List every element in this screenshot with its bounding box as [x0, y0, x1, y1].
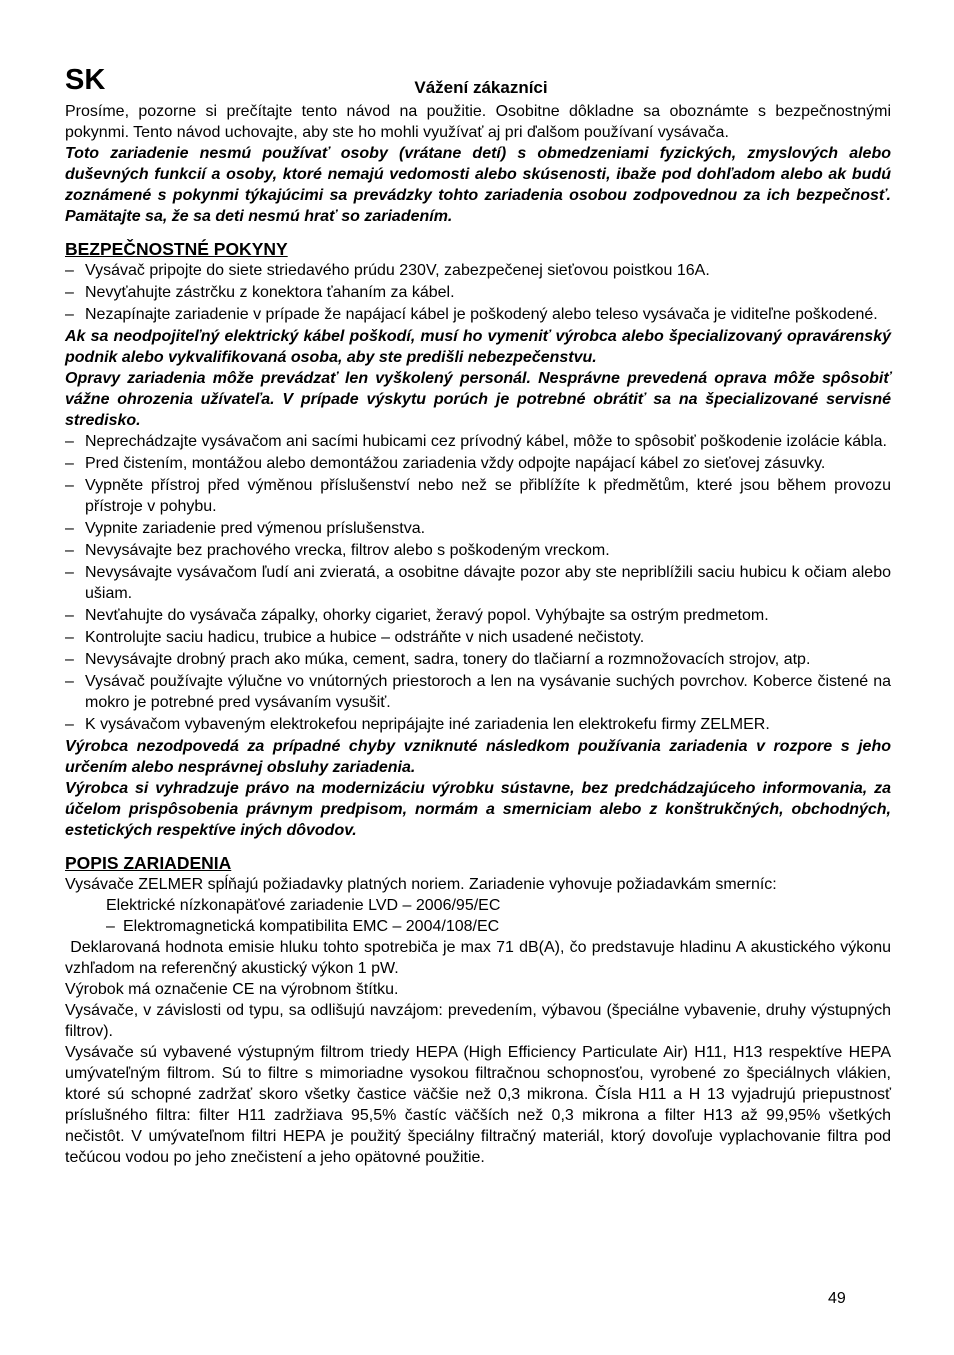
list-item: – Nevťahujte do vysávača zápalky, ohorky cigariet, žeravý popol. Vyhýbajte sa ostrým predmetom. [65, 605, 891, 626]
list-item: – Vysávač pripojte do siete striedavého prúdu 230V, zabezpečenej sieťovou poistkou 16A. [65, 260, 891, 281]
manufacturer-rights: Výrobca si vyhradzuje právo na modernizáciu výrobku sústavne, bez predchádzajúceho informovania, za účelom prispôsobenia právnym predpisom, normám a smerniciam alebo z konštrukčných, obchodných, estetických respektíve iných dôvodov. [65, 780, 891, 839]
safety-list-2 [65, 431, 891, 735]
manufacturer-liability: Výrobca nezodpovedá za prípadné chyby vzniknuté následkom používania zariadenia v rozpore s jeho určením alebo nesprávnej obsluhy zariadenia. [65, 738, 891, 776]
page-number: 49 [828, 1290, 846, 1307]
safety-heading: BEZPEČNOSTNÉ POKYNY [65, 239, 288, 259]
safety-list-1 [65, 260, 891, 325]
list-item: – Nevysávajte bez prachového vrecka, filtrov alebo s poškodeným vreckom. [65, 540, 891, 561]
list-item: – K vysávačom vybaveným elektrokefou nepripájajte iné zariadenia len elektrokefu firmy ZELMER. [65, 714, 891, 735]
directive-item: – Elektromagnetická kompatibilita EMC – 2004/108/EC [106, 918, 500, 935]
list-item: – Nezapínajte zariadenie v prípade že napájací kábel je poškodený alebo teleso vysávača je viditeľne poškodené. [65, 304, 891, 325]
list-item: – Neprechádzajte vysávačom ani sacími hubicami cez prívodný kábel, môže to spôsobiť poškodenie izolácie kábla. [65, 431, 891, 452]
list-item: – Nevysávajte vysávačom ľudí ani zvieratá, a osobitne dávajte pozor aby ste nepriblížili saciu hubicu k očiam alebo ušiam. [65, 562, 891, 604]
list-item: – Vysávač používajte výlučne vo vnútorných priestoroch a len na vysávanie suchých povrchov. Koberce čistené na mokro je potrebné pred vysávaním vysušiť. [65, 671, 891, 713]
intro-warning: Toto zariadenie nesmú používať osoby (vrátane detí) s obmedzeniami fyzických, zmyslových alebo duševných funkcií a osoby, ktoré nemajú vedomosti alebo skúsenosti, ibaže pod dohľadom alebo ak budú zoznámené s pokynmi týkajúcimi sa prevádzky tohto zariadenia osobou zodpovednou za ich bezpečnosť. Pamätajte sa, že sa deti nesmú hrať so zariadením. [65, 145, 891, 225]
list-item: – Nevyťahujte zástrčku z konektora ťahaním za kábel. [65, 282, 891, 303]
list-item: – Pred čistením, montážou alebo demontážou zariadenia vždy odpojte napájací kábel zo sieťovej zásuvky. [65, 453, 891, 474]
description-paragraph: Vysávače ZELMER spĺňajú požiadavky platných noriem. Zariadenie vyhovuje požiadavkám smerníc: [65, 876, 777, 893]
manual-content [65, 101, 891, 1168]
directive-item: Elektrické nízkonapäťové zariadenie LVD – 2006/95/EC [106, 897, 501, 914]
list-item: – Kontrolujte saciu hadicu, trubice a hubice – odstráňte v nich usadené nečistoty. [65, 627, 891, 648]
description-paragraph: Výrobok má označenie CE na výrobnom štítku. [65, 981, 399, 998]
description-paragraph: Vysávače sú vybavené výstupným filtrom triedy HEPA (High Efficiency Particulate Air) H11, H13 respektíve HEPA umývateľným filtrom. Sú to filtre s mimoriadne vysokou filtračnou schopnosťou, vyrobené zo špeciálnych vlákien, ktoré sú schopné zadržať skoro všetky častice väčšie než 0,3 mikrona. Čísla H11 a H 13 vyjadrujú priepustnosť príslušného filtra: filter H11 zadržiava 95,5% častíc väčších než 0,3 mikrona a filter H13 až 99,95% všetkých nečistôt. V umývateľnom filtri HEPA je použitý špeciálny filtračný materiál, ktorý dovoľuje vyplachovanie filtra pod tečúcou vodou po jeho znečistení a jeho opätovné použitie. [65, 1044, 891, 1166]
list-item: – Nevysávajte drobný prach ako múka, cement, sadra, tonery do tlačiarní a rozmnožovacích strojov, atp. [65, 649, 891, 670]
greeting-title: Vážení zákazníci [414, 78, 548, 97]
list-item: – Vypněte přístroj před výměnou příslušenství nebo než se přiblížíte k předmětům, které jsou během provozu přístroje v pohybu. [65, 475, 891, 517]
list-item: – Vypnite zariadenie pred výmenou príslušenstva. [65, 518, 891, 539]
language-code: SK [65, 64, 106, 96]
safety-warning-repairs: Opravy zariadenia môže prevádzať len vyškolený personál. Nesprávne prevedená oprava môže spôsobiť vážne ohrozenia užívateľa. V prípade výskytu porúch je potrebné obrátiť sa na špecializované servisné stredisko. [65, 370, 891, 429]
intro-paragraph: Prosíme, pozorne si prečítajte tento návod na použitie. Osobitne dôkladne sa oboznámte s bezpečnostnými pokynmi. Tento návod uchovajte, aby ste ho mohli využívať aj pri ďalšom používaní vysávača. [65, 103, 891, 141]
safety-warning-cable: Ak sa neodpojiteľný elektrický kábel poškodí, musí ho vymeniť výrobca alebo špecializovaný opravárenský podnik alebo vykvalifikovaná osoba, aby ste predišli nebezpečenstvu. [65, 328, 891, 366]
description-paragraph: Vysávače, v závislosti od typu, sa odlišujú navzájom: prevedením, výbavou (špeciálne vybavenie, druhy výstupných filtrov). [65, 1002, 891, 1040]
description-heading: POPIS ZARIADENIA [65, 853, 232, 873]
description-paragraph: Deklarovaná hodnota emisie hluku tohto spotrebiča je max 71 dB(A), čo predstavuje hladinu A akustického výkonu vzhľadom na referenčný akustický výkon 1 pW. [65, 939, 891, 977]
